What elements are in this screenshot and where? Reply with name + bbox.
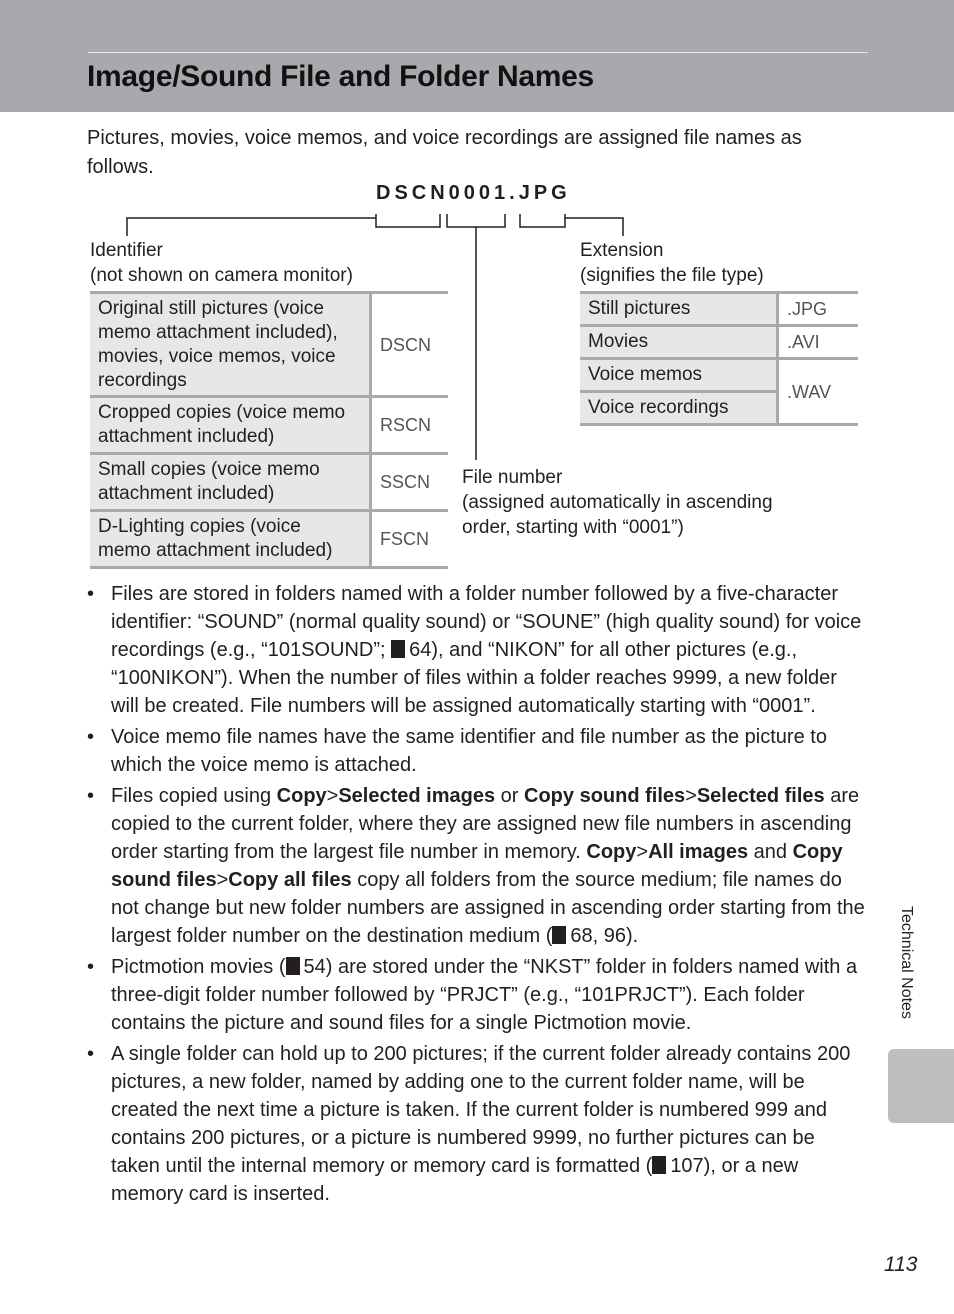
extension-table — [580, 291, 858, 426]
list-item: • Files are stored in folders named with a folder number followed by a five-character identifier: “SOUND” (normal quality sound) or “SOUNE” (high quality sound) for voice recordings (e.g., “101SOUND”; 64), and “NIKON” for all other pictures (e.g., “100NIKON”). When the number of files within a folder reaches 9999, a new folder will be created. File numbers will be assigned automatically starting with “0001”. — [87, 580, 865, 720]
identifier-description: D-Lighting copies (voice memo attachment included) — [90, 511, 371, 568]
table-row — [580, 293, 858, 326]
identifier-table — [90, 291, 448, 569]
bullet-icon: • — [87, 583, 95, 605]
bullet-icon: • — [87, 726, 95, 748]
identifier-description: Small copies (voice memo attachment included) — [90, 454, 371, 511]
page-number: 113 — [884, 1253, 918, 1276]
list-item: • Files copied using Copy>Selected images or Copy sound files>Selected files are copied to the current folder, where they are assigned new file numbers in ascending order starting from the largest file number in memory. Copy>All images and Copy sound files>Copy all files copy all folders from the source medium; file names do not change but new folder numbers are assigned in ascending order starting from the largest folder number on the destination medium ( 68, 96). — [87, 782, 865, 950]
identifier-description: Cropped copies (voice memo attachment included) — [90, 397, 371, 454]
diagram-filename: DSCN0001.JPG — [376, 182, 571, 204]
file-number-note: (assigned automatically in ascending — [462, 492, 773, 513]
file-type: Voice recordings — [580, 392, 778, 425]
page-title: Image/Sound File and Folder Names — [87, 60, 594, 93]
bullet-icon: • — [87, 785, 95, 807]
file-extension: .JPG — [787, 299, 828, 319]
identifier-code: RSCN — [380, 415, 432, 435]
identifier-code: SSCN — [380, 472, 431, 492]
identifier-code: FSCN — [380, 529, 429, 549]
file-extension: .AVI — [787, 332, 820, 352]
table-row — [90, 397, 448, 454]
identifier-description: Original still pictures (voice memo attachment included), movies, voice memos, voice recordings — [90, 293, 371, 397]
page-reference-icon — [286, 957, 300, 975]
file-extension: .WAV — [778, 359, 859, 425]
section-tab — [888, 1049, 954, 1123]
list-item: • Voice memo file names have the same identifier and file number as the picture to which the voice memo is attached. — [87, 723, 865, 779]
table-row — [580, 326, 858, 359]
table-row — [90, 454, 448, 511]
table-row — [90, 293, 448, 397]
identifier-code: DSCN — [380, 334, 432, 355]
page-reference-icon — [552, 926, 566, 944]
extension-note: (signifies the file type) — [580, 265, 764, 286]
file-number-note: order, starting with “0001”) — [462, 517, 684, 538]
file-number-label: File number — [462, 467, 563, 488]
page-reference-icon — [652, 1156, 666, 1174]
table-row — [90, 511, 448, 568]
extension-label: Extension — [580, 240, 664, 261]
file-type: Movies — [580, 326, 778, 359]
intro-paragraph: Pictures, movies, voice memos, and voice recordings are assigned file names as follows. — [87, 127, 802, 178]
file-type: Voice memos — [580, 359, 778, 392]
bullet-icon: • — [87, 1043, 95, 1065]
section-label: Technical Notes — [898, 906, 915, 1019]
page-reference-icon — [391, 640, 405, 658]
list-item: • Pictmotion movies ( 54) are stored under the “NKST” folder in folders named with a three-digit folder number followed by “PRJCT” (e.g., “101PRJCT”). Each folder contains the picture and sound files for a single Pictmotion movie. — [87, 953, 865, 1037]
notes-list — [87, 580, 865, 1211]
file-type: Still pictures — [580, 293, 778, 326]
identifier-label: Identifier — [90, 240, 163, 261]
bullet-icon: • — [87, 956, 95, 978]
table-row — [580, 359, 858, 392]
list-item: • A single folder can hold up to 200 pictures; if the current folder already contains 200 pictures, a new folder, named by adding one to the current folder name, will be created the next time a picture is taken. If the current folder is numbered 999 and contains 200 pictures, or a picture is numbered 9999, no further pictures can be taken until the internal memory or memory card is formatted ( 107), or a new memory card is inserted. — [87, 1040, 865, 1208]
identifier-note: (not shown on camera monitor) — [90, 265, 353, 286]
